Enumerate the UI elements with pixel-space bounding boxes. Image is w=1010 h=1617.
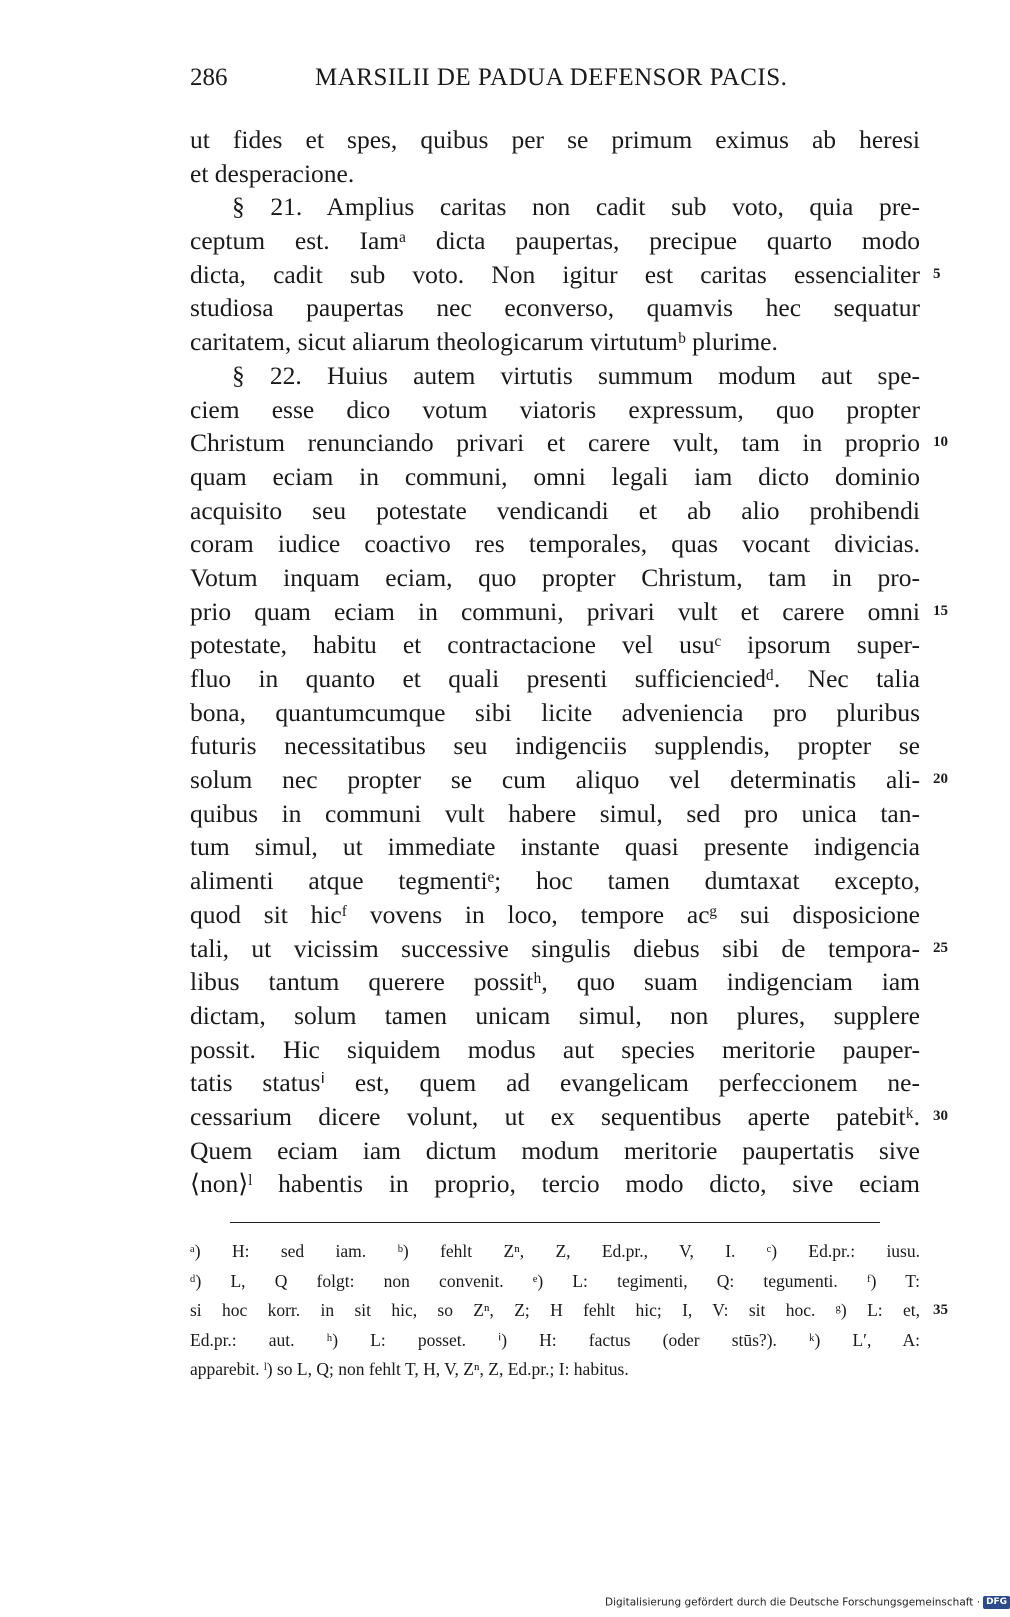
- line-number: 35: [933, 1302, 948, 1318]
- text-line-content: fluo in quanto et quali presenti sufficienciedᵈ. Nec talia: [190, 664, 920, 693]
- text-line: [190, 359, 920, 393]
- text-line-content: ceptum est. Iamᵃ dicta paupertas, precipue quarto modo: [190, 226, 920, 256]
- text-line: [190, 763, 948, 797]
- text-line: [190, 190, 920, 224]
- text-line: [190, 662, 920, 696]
- digitization-text: Digitalisierung gefördert durch die Deutsche Forschungsgemeinschaft ·: [605, 1596, 981, 1609]
- text-line-content: Christum renunciando privari et carere vult, tam in proprio: [190, 428, 920, 458]
- footnote-divider: [230, 1222, 880, 1223]
- footnote-line: [190, 1355, 920, 1385]
- text-line-content: acquisito seu potestate vendicandi et ab alio prohibendi: [190, 495, 920, 525]
- text-line: [190, 123, 920, 157]
- text-line: [190, 1066, 920, 1100]
- text-line-content: tum simul, ut immediate instante quasi presente indigencia: [190, 832, 920, 862]
- text-line: [190, 224, 920, 258]
- line-number: 10: [933, 434, 948, 451]
- text-line-content: possit. Hic siquidem modus aut species meritorie pauper-: [190, 1034, 920, 1064]
- line-number: 15: [933, 602, 948, 619]
- text-line: [190, 696, 920, 730]
- footnotes: [190, 1237, 948, 1385]
- footnote-text: ᵈ) L, Q folgt: non convenit. ᵉ) L: tegimenti, Q: tegumenti. ᶠ) T:: [190, 1270, 920, 1291]
- footnote-line: [190, 1237, 920, 1267]
- text-line: [190, 830, 920, 864]
- text-line-content: coram iudice coactivo res temporales, quas vocant divicias.: [190, 529, 920, 559]
- text-line-content: libus tantum querere possitʰ, quo suam indigenciam iam: [190, 967, 920, 997]
- text-line-content: quibus in communi vult habere simul, sed pro unica tan-: [190, 798, 920, 828]
- text-line: [190, 628, 920, 662]
- text-line: [190, 494, 920, 528]
- running-title: MARSILII DE PADUA DEFENSOR PACIS.: [315, 64, 788, 91]
- text-line-content: bona, quantumcumque sibi licite adveniencia pro pluribus: [190, 697, 920, 727]
- text-line-content: studiosa paupertas nec econverso, quamvis hec sequatur: [190, 293, 920, 323]
- text-line-content: futuris necessitatibus seu indigenciis supplendis, propter se: [190, 731, 920, 761]
- dfg-logo: DFG: [983, 1596, 1010, 1609]
- text-line-content: ut fides et spes, quibus per se primum eximus ab heresi: [190, 125, 920, 154]
- text-line: [190, 1167, 920, 1201]
- text-line-content: dicta, cadit sub voto. Non igitur est caritas essencialiter: [190, 259, 920, 289]
- text-line-content: et desperacione.: [190, 158, 355, 188]
- text-line: [190, 1033, 920, 1067]
- footnote-line: [190, 1296, 948, 1326]
- text-line: [190, 932, 948, 966]
- text-line: [190, 527, 920, 561]
- body-text: [190, 123, 948, 1201]
- text-line-content: tatis statusⁱ est, quem ad evangelicam perfeccionem ne-: [190, 1068, 920, 1098]
- line-number: 5: [933, 265, 941, 282]
- line-number: 20: [933, 771, 948, 788]
- text-line: [190, 864, 920, 898]
- footnote-line: [190, 1267, 920, 1297]
- text-line: [190, 1100, 948, 1134]
- digitization-note: [605, 1596, 1010, 1609]
- page-number: 286: [190, 64, 228, 91]
- text-line-content: § 21. Amplius caritas non cadit sub voto, quia pre-: [232, 192, 920, 222]
- text-line: [190, 561, 920, 595]
- text-line: [190, 157, 920, 191]
- text-line: [190, 999, 920, 1033]
- footnote-text: Ed.pr.: aut. ʰ) L: posset. ⁱ) H: factus (oder stūs?). ᵏ) L′, A:: [190, 1329, 920, 1350]
- text-line: [190, 965, 920, 999]
- footnote-text: apparebit. ˡ) so L, Q; non fehlt T, H, V, Zⁿ, Z, Ed.pr.; I: habitus.: [190, 1359, 629, 1379]
- text-line: [190, 325, 920, 359]
- text-line: [190, 258, 941, 292]
- text-line-content: dictam, solum tamen unicam simul, non plures, supplere: [190, 1000, 920, 1030]
- text-line: [190, 393, 920, 427]
- line-number: 30: [933, 1107, 948, 1124]
- text-line: [190, 426, 948, 460]
- line-number: 25: [933, 939, 948, 956]
- text-line-content: solum nec propter se cum aliquo vel determinatis ali-: [190, 765, 920, 795]
- text-line: [190, 1134, 920, 1168]
- text-line: [190, 595, 948, 629]
- text-line-content: ciem esse dico votum viatoris expressum, quo propter: [190, 394, 920, 424]
- footnote-text: si hoc korr. in sit hic, so Zⁿ, Z; H fehlt hic; I, V: sit hoc. ᵍ) L: et,: [190, 1300, 920, 1320]
- text-line-content: cessarium dicere volunt, ut ex sequentibus aperte patebitᵏ.: [190, 1101, 920, 1131]
- text-line-content: alimenti atque tegmentiᵉ; hoc tamen dumtaxat excepto,: [190, 866, 920, 896]
- text-line: [190, 291, 920, 325]
- text-line-content: quam eciam in communi, omni legali iam dicto dominio: [190, 461, 920, 491]
- text-line: [190, 460, 920, 494]
- text-line-content: Votum inquam eciam, quo propter Christum, tam in pro-: [190, 562, 920, 592]
- text-line-content: ⟨non⟩ˡ habentis in proprio, tercio modo dicto, sive eciam: [190, 1169, 920, 1199]
- text-line-content: prio quam eciam in communi, privari vult et carere omni: [190, 596, 920, 626]
- text-line-content: quod sit hicᶠ vovens in loco, tempore acᵍ sui disposicione: [190, 899, 920, 929]
- text-line: [190, 797, 920, 831]
- text-line-content: caritatem, sicut aliarum theologicarum virtutumᵇ plurime.: [190, 327, 778, 357]
- text-line-content: tali, ut vicissim successive singulis diebus sibi de tempora-: [190, 933, 920, 963]
- text-line: [190, 729, 920, 763]
- text-line-content: Quem eciam iam dictum modum meritorie paupertatis sive: [190, 1135, 920, 1165]
- text-line-content: potestate, habitu et contractacione vel usuᶜ ipsorum super-: [190, 630, 920, 660]
- footnote-line: [190, 1326, 920, 1356]
- footnote-text: ᵃ) H: sed iam. ᵇ) fehlt Zⁿ, Z, Ed.pr., V, I. ᶜ) Ed.pr.: iusu.: [190, 1241, 920, 1261]
- text-line: [190, 898, 920, 932]
- text-line-content: § 22. Huius autem virtutis summum modum aut spe-: [232, 360, 920, 390]
